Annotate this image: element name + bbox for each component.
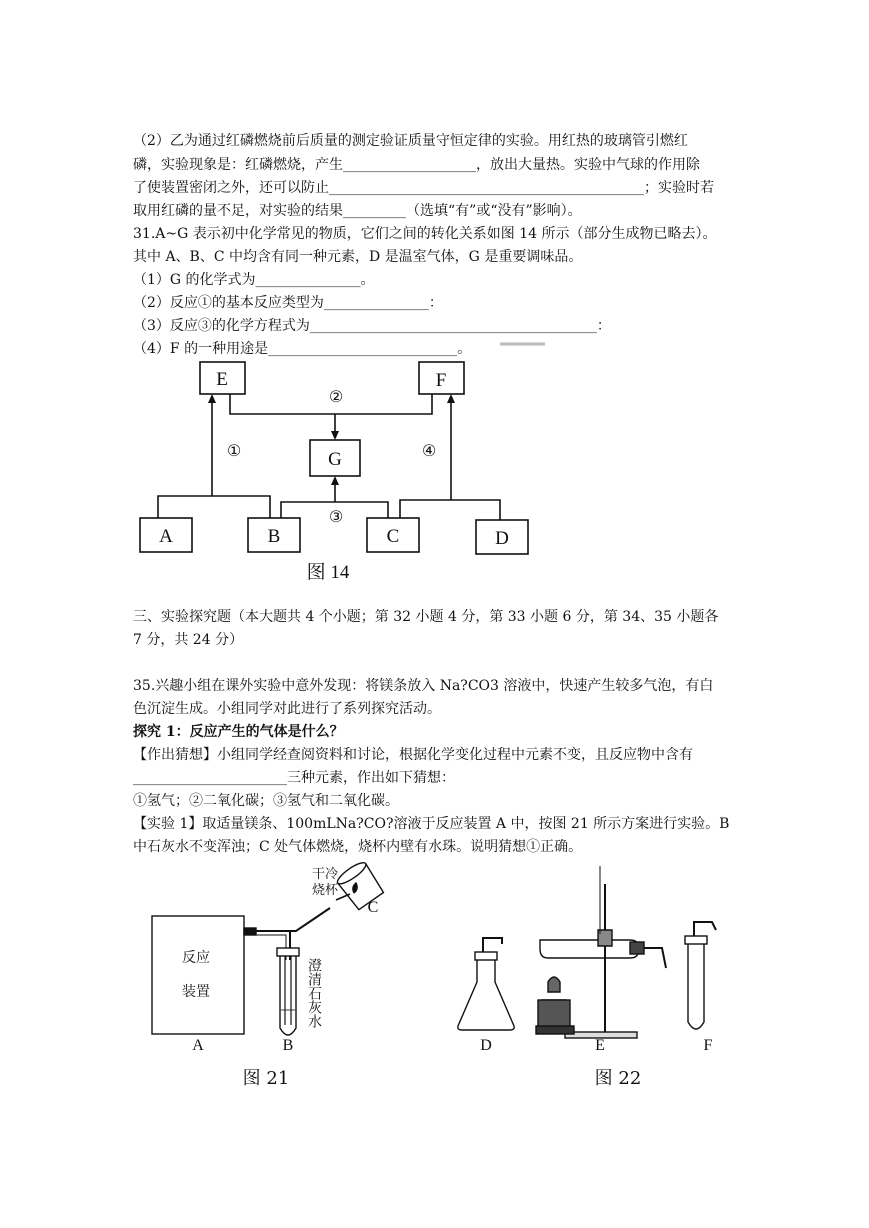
q35-line2: 色沉淀生成。小组同学对此进行了系列探究活动。 [133, 701, 441, 717]
q35-guesses: ①氢气；②二氧化碳；③氢气和二氧化碳。 [133, 793, 399, 809]
q35-hypothesis-line1: 【作出猜想】小组同学经查阅资料和讨论，根据化学变化过程中元素不变，且反应物中含有 [133, 747, 693, 763]
box-g-label: G [328, 449, 342, 470]
q31-line1: 31.A~G 表示初中化学常见的物质，它们之间的转化关系如图 14 所示（部分生成物已略去）。 [133, 226, 717, 242]
figure-22-label-f: F [703, 1037, 713, 1054]
reaction-4-lines [400, 500, 500, 520]
box-f-label: F [435, 370, 447, 391]
figure-21-label-b: B [282, 1037, 294, 1054]
reaction-device-line1: 反应 [182, 950, 210, 966]
q31-line2: 其中 A、B、C 中均含有同一种元素，D 是温室气体，G 是重要调味品。 [133, 249, 583, 265]
figure-21-label-c: C [367, 899, 379, 916]
figure-14-diagram [130, 340, 550, 590]
beaker-label-line1: 干冷 [312, 867, 339, 882]
figure-14-caption: 图 14 [306, 562, 350, 583]
box-a-label: A [159, 526, 173, 547]
reaction-4-label: ④ [421, 441, 437, 460]
flask-d [458, 938, 514, 1030]
section3-line1: 三、实验探究题（本大题共 4 个小题；第 32 小题 4 分，第 33 小题 6 分，第 34、35 小题各 [133, 609, 719, 625]
q35-line1: 35.兴趣小组在课外实验中意外发现：将镁条放入 Na?CO3 溶液中，快速产生较多气泡，有白 [133, 678, 714, 694]
reaction-device-box [152, 916, 244, 1034]
apparatus-e [536, 866, 666, 1038]
q31-item3: （3）反应③的化学方程式为_________________________________________： [133, 318, 611, 334]
q35-explore1-heading: 探究 1：反应产生的气体是什么？ [133, 724, 344, 740]
q30-line4: 取用红磷的量不足，对实验的结果_________（选填“有”或“没有”影响）。 [133, 203, 582, 219]
q31-item1: （1）G 的化学式为_______________。 [133, 272, 375, 288]
limewater-label: 澄清石灰水 [306, 958, 322, 1028]
q30-line1: （2）乙为通过红磷燃烧前后质量的测定验证质量守恒定律的实验。用红热的玻璃管引燃红 [133, 133, 688, 149]
box-b-label: B [267, 526, 281, 547]
beaker-label-line2: 烧杯 [312, 883, 339, 898]
figure-22-caption: 图 22 [594, 1068, 642, 1089]
box-e-label: E [216, 369, 228, 390]
box-d-label: D [495, 528, 509, 549]
reaction-1-lines [158, 496, 270, 518]
q35-hypothesis-line2: ______________________三种元素，作出如下猜想： [133, 770, 455, 786]
q35-experiment1-line2: 中石灰水不变浑浊；C 处气体燃烧，烧杯内壁有水珠。说明猜想①正确。 [133, 839, 583, 855]
q31-item4: （4）F 的一种用途是___________________________。 [133, 341, 472, 357]
figure-22-label-d: D [480, 1037, 492, 1054]
test-tube-f [685, 922, 716, 1029]
figure-21-label-a: A [192, 1037, 204, 1054]
reaction-1-label: ① [226, 441, 242, 460]
q30-line3: 了使装置密闭之外，还可以防止_____________________________________________；实验时若 [133, 180, 714, 196]
section3-line2: 7 分，共 24 分） [133, 632, 244, 648]
figure-21-caption: 图 21 [242, 1068, 290, 1089]
reaction-2-label: ② [328, 387, 344, 406]
box-c-label: C [386, 526, 400, 547]
figure-22-apparatus [440, 860, 740, 1100]
figure-22-label-e: E [595, 1037, 605, 1054]
reaction-device-line2: 装置 [182, 984, 210, 1000]
reaction-3-label: ③ [328, 507, 344, 526]
q35-experiment1-line1: 【实验 1】取适量镁条、100mLNa?CO?溶液于反应装置 A 中，按图 21 所示方案进行实验。B [133, 816, 730, 832]
test-tube-b [280, 952, 296, 1035]
q31-item2: （2）反应①的基本反应类型为_______________： [133, 295, 443, 311]
figure-21-apparatus [140, 860, 420, 1100]
q30-line2: 磷，实验现象是：红磷燃烧，产生___________________，放出大量热。实验中气球的作用除 [133, 157, 700, 173]
